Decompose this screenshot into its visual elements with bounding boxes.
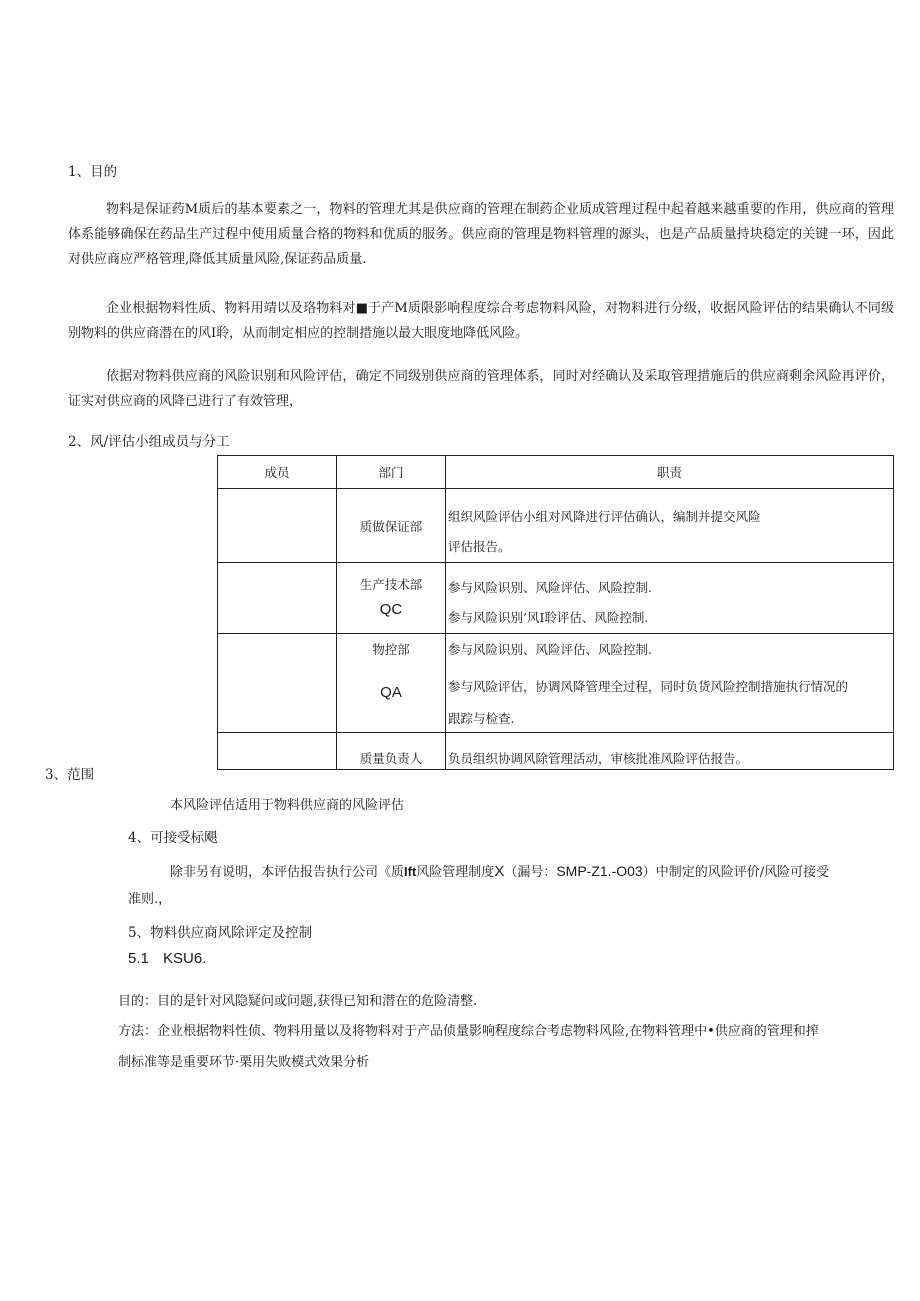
duty-line: 参与风险识别、风险评估、风险控制. — [448, 580, 652, 595]
duty-cell — [446, 489, 894, 563]
table-header-row — [218, 456, 894, 489]
dept-label: 质量负责人 — [359, 751, 423, 766]
section-3-text: 本风险评估适用于物料供应商的风险评估 — [170, 798, 405, 813]
member-cell — [218, 489, 337, 563]
section-1-paragraph-1: 物料是保证药M质后的基本要素之一，物料的管理尤其是供应商的管理在制药企业质成管理过程中起着越来越重要的作用，供应商的管理体系能够确保在药品生产过程中使用质量合格的物料和优质的服务。供应商的管理是物料管理的源头，也是产品质量持块稳定的关键一环，因此对供应商应严格管理,降低其质量风险,保证药品质量. — [68, 202, 894, 267]
section-4-text-line-2: 准则.， — [128, 892, 172, 907]
duty-cell — [446, 733, 894, 770]
member-cell — [218, 634, 337, 733]
section-1-paragraph-3: 依据对物料供应商的风险识别和风险评估，确定不同级别供应商的管理体系，同时对经确认及采取管理措施后的供应商剩余风险再评价，证实对供应商的风降已进行了有效管理， — [68, 369, 894, 409]
section-4-heading: 4、可接受标飓 — [128, 830, 218, 846]
dept-cell — [337, 634, 446, 733]
subsection-5-1-heading: 5.1 KSU6. — [128, 950, 207, 967]
team-roles-table — [217, 455, 894, 770]
dept-code: QA — [380, 684, 402, 701]
section-2-heading: 2、风/评估小组成员与分工 — [68, 434, 230, 450]
duty-line: 评估报告。 — [448, 539, 511, 554]
member-cell — [218, 563, 337, 634]
duty-line: 跟踪与检查. — [448, 711, 515, 726]
duty-line: 参与风险评估，协调风降管理全过程，同时负货风险控制措施执行情况的 — [448, 679, 849, 694]
dept-cell — [337, 563, 446, 634]
table-row — [218, 489, 894, 563]
duty-line: 参与风险识别、风险评估、风险控制. — [448, 642, 652, 657]
header-department: 部门 — [337, 456, 446, 489]
purpose-text: 目的：目的是针对风隐疑问或问题,获得已知和潜在的危险清整. — [118, 994, 478, 1009]
dept-label: 质做保证部 — [359, 518, 423, 534]
section-3-heading: 3、范围 — [45, 767, 95, 783]
table-row — [218, 634, 894, 733]
duty-line: 组织风险评估小组对风降进行评估确认，编制并提交风险 — [448, 509, 761, 524]
section-5-heading: 5、物料供应商风除评定及控制 — [128, 925, 313, 941]
duty-line: 参与风险识别’风I聆评估、风险控制. — [448, 610, 649, 625]
table-row — [218, 733, 894, 770]
duty-cell — [446, 563, 894, 634]
dept-code: QC — [379, 601, 403, 618]
method-text-line-2: 制标准等是重要环节·栗用失败模式效果分析 — [118, 1055, 370, 1070]
dept-label: 生产技术部 — [359, 577, 423, 592]
dept-label: 物控部 — [372, 642, 410, 657]
header-member: 成员 — [218, 456, 337, 489]
section-1-heading: 1、目的 — [68, 164, 118, 180]
duty-line: 负员组织协调风除管理活动，审核批准风险评估报告。 — [448, 751, 749, 766]
member-cell — [218, 733, 337, 770]
method-text-line-1: 方法：企业根据物料性侦、物料用量以及将物料对于产品侦量影响程度综合考虑物料风险,在物料管理中•供应商的管理和搾 — [118, 1024, 819, 1039]
section-4-text-line-1: 除非另有说明，本评估报告执行公司《质Ift风险管理制度X（漏号：SMP-Z1.-O03）中制定的风险评价/风险可接受 — [170, 863, 830, 880]
dept-cell — [337, 733, 446, 770]
section-1-paragraph-2: 企业根据物料性质、物料用靖以及珞物料对■于产M质限影响程度综合考虑物料风险，对物料进行分级，收据风险评估的结果确认不同级别物料的供应商潜在的风I聆，从而制定相应的控制措施以最大眼度地降低风险。 — [68, 301, 894, 341]
dept-cell — [337, 489, 446, 563]
table-row — [218, 563, 894, 634]
header-duty: 职责 — [446, 456, 894, 489]
duty-cell — [446, 634, 894, 733]
